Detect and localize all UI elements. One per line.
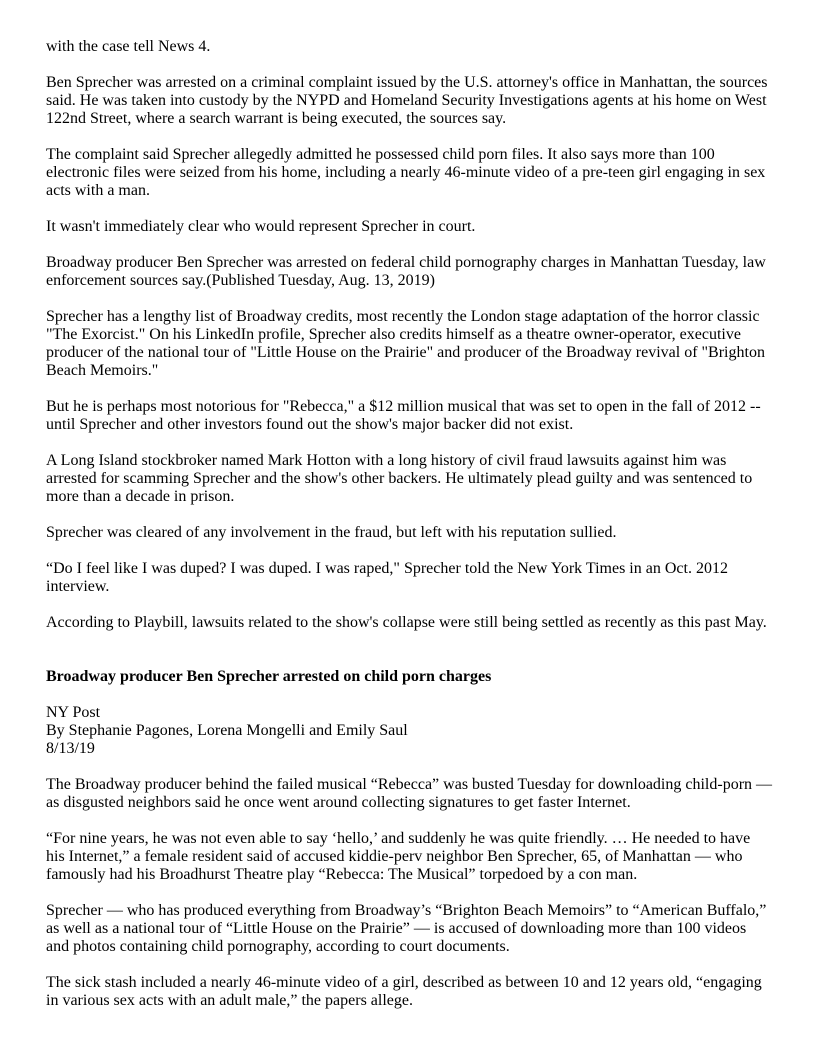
article-source: NY Post xyxy=(46,704,101,721)
article-byline: By Stephanie Pagones, Lorena Mongelli and Emily Saul xyxy=(46,722,408,739)
paragraph: with the case tell News 4. xyxy=(46,38,211,55)
paragraph: A Long Island stockbroker named Mark Hotton with a long history of civil fraud lawsuits against him was arrested for scamming Sprecher and the show's other backers. He ultimately plead guilty and was sentenced to more than a decade in prison. xyxy=(46,452,753,505)
article-headline: Broadway producer Ben Sprecher arrested on child porn charges xyxy=(46,668,492,685)
paragraph: Broadway producer Ben Sprecher was arrested on federal child pornography charges in Manhattan Tuesday, law enforcement sources say.(Published Tuesday, Aug. 13, 2019) xyxy=(46,254,766,289)
paragraph: “Do I feel like I was duped? I was duped. I was raped," Sprecher told the New York Times in an Oct. 2012 interview. xyxy=(46,560,728,595)
paragraph: Ben Sprecher was arrested on a criminal complaint issued by the U.S. attorney's office in Manhattan, the sources said. He was taken into custody by the NYPD and Homeland Security Investigations agents at his home on West 122nd Street, where a search warrant is being executed, the sources say. xyxy=(46,74,768,127)
paragraph: The sick stash included a nearly 46-minute video of a girl, described as between 10 and 12 years old, “engaging in various sex acts with an adult male,” the papers allege. xyxy=(46,974,762,1009)
paragraph: Sprecher — who has produced everything from Broadway’s “Brighton Beach Memoirs” to “American Buffalo,” as well as a national tour of “Little House on the Prairie” — is accused of downloading more than 100 videos and photos containing child pornography, according to court documents. xyxy=(46,902,767,955)
paragraph: Sprecher has a lengthy list of Broadway credits, most recently the London stage adaptation of the horror classic "The Exorcist." On his LinkedIn profile, Sprecher also credits himself as a theatre owner-operator, executive producer of the national tour of "Little House on the Prairie" and producer of the Broadway revival of "Brighton Beach Memoirs." xyxy=(46,308,765,379)
document-page xyxy=(46,38,772,1028)
article-date: 8/13/19 xyxy=(46,740,95,757)
paragraph: Sprecher was cleared of any involvement in the fraud, but left with his reputation sullied. xyxy=(46,524,617,541)
paragraph: According to Playbill, lawsuits related to the show's collapse were still being settled as recently as this past May. xyxy=(46,614,767,631)
paragraph: But he is perhaps most notorious for "Rebecca," a $12 million musical that was set to open in the fall of 2012 -- until Sprecher and other investors found out the show's major backer did not exist. xyxy=(46,398,761,433)
article-continuation xyxy=(46,38,772,632)
paragraph: The Broadway producer behind the failed musical “Rebecca” was busted Tuesday for downloading child-porn — as disgusted neighbors said he once went around collecting signatures to get faster Internet. xyxy=(46,776,773,811)
nypost-article xyxy=(46,668,772,1010)
paragraph: “For nine years, he was not even able to say ‘hello,’ and suddenly he was quite friendly. … He needed to have his Internet,” a female resident said of accused kiddie-perv neighbor Ben Sprecher, 65, of Manhattan — who famously had his Broadhurst Theatre play “Rebecca: The Musical” torpedoed by a con man. xyxy=(46,830,751,883)
article-byline-block xyxy=(46,704,772,758)
paragraph: The complaint said Sprecher allegedly admitted he possessed child porn files. It also says more than 100 electronic files were seized from his home, including a nearly 46-minute video of a pre-teen girl engaging in sex acts with a man. xyxy=(46,146,766,199)
paragraph: It wasn't immediately clear who would represent Sprecher in court. xyxy=(46,218,476,235)
